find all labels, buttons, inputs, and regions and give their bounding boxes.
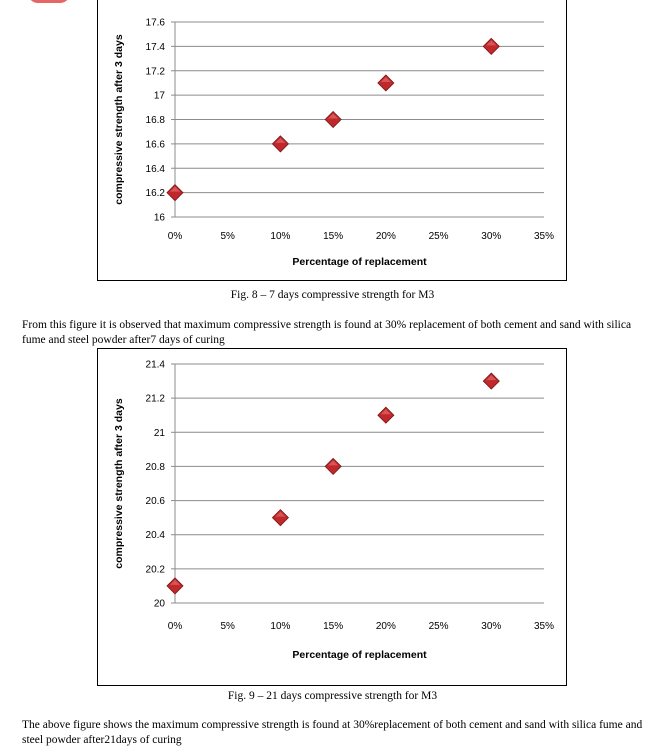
y-tick-label: 17.6 <box>145 17 165 29</box>
x-tick-label: 10% <box>270 621 291 632</box>
y-tick-label: 21 <box>153 427 165 439</box>
x-tick-label: 0% <box>167 621 183 632</box>
x-axis-title: Percentage of replacement <box>292 256 427 268</box>
x-tick-label: 15% <box>323 621 344 632</box>
x-tick-label: 30% <box>481 231 502 242</box>
y-tick-label: 20.8 <box>145 461 165 473</box>
x-tick-label: 25% <box>428 231 449 242</box>
figure-9-caption: Fig. 9 – 21 days compressive strength for M3 <box>227 690 438 702</box>
logo-fragment <box>28 0 70 3</box>
y-tick-label: 20 <box>153 598 165 610</box>
y-tick-label: 17 <box>153 90 165 102</box>
x-tick-label: 5% <box>220 231 235 242</box>
y-axis-title: compressive strength after 3 days <box>113 398 125 569</box>
x-tick-label: 15% <box>323 231 344 242</box>
figure-8-chart <box>97 0 567 281</box>
y-tick-label: 16.2 <box>145 188 165 200</box>
y-tick-label: 20.2 <box>145 564 165 576</box>
y-tick-label: 16.6 <box>145 139 165 151</box>
figure-9-svg <box>98 349 566 685</box>
x-tick-label: 20% <box>375 231 396 242</box>
x-tick-label: 10% <box>270 231 291 242</box>
x-tick-label: 30% <box>481 621 502 632</box>
y-tick-label: 17.4 <box>145 41 165 53</box>
paragraph-1: From this figure it is observed that maximum compressive strength is found at 30% replacement of both cement and sand with silica fume and steel powder after7 days of curing <box>22 319 632 346</box>
paragraph-2: The above figure shows the maximum compressive strength is found at 30%replacement of both cement and sand with silica fume and steel powder after21days of curing <box>22 719 643 746</box>
y-tick-label: 16 <box>153 212 165 224</box>
y-tick-label: 16.8 <box>145 115 165 126</box>
y-tick-label: 20.4 <box>145 530 165 542</box>
x-tick-label: 35% <box>533 231 555 242</box>
y-tick-label: 16.4 <box>145 163 165 175</box>
y-tick-label: 21.2 <box>145 393 165 405</box>
x-tick-label: 0% <box>167 231 183 242</box>
x-tick-label: 25% <box>428 621 449 632</box>
y-tick-label: 21.4 <box>145 359 165 371</box>
x-tick-label: 5% <box>220 621 235 632</box>
x-axis-title: Percentage of replacement <box>292 649 427 661</box>
figure-9-chart <box>97 348 567 686</box>
x-tick-label: 35% <box>533 621 555 632</box>
y-tick-label: 20.6 <box>145 496 165 508</box>
x-tick-label: 20% <box>375 621 396 632</box>
figure-8-caption: Fig. 8 – 7 days compressive strength for M3 <box>230 289 435 301</box>
y-tick-label: 17.2 <box>145 66 165 78</box>
y-axis-title: compressive strength after 3 days <box>113 34 125 205</box>
figure-8-svg <box>98 0 566 280</box>
